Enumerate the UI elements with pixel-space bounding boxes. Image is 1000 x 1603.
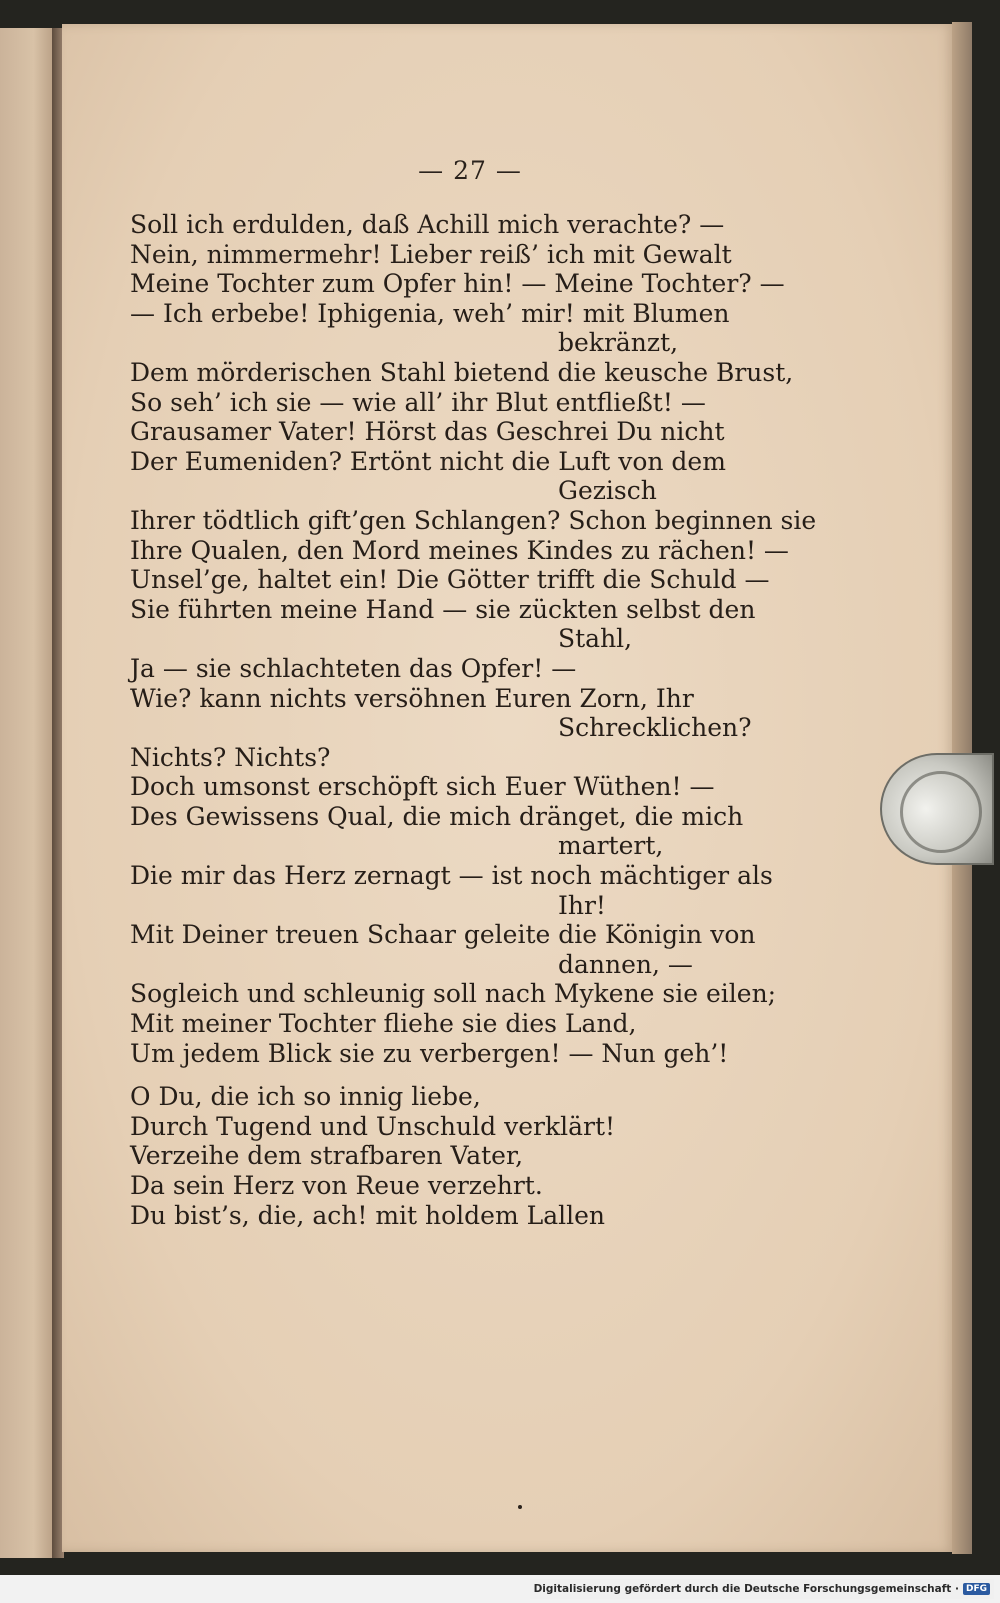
left-page-edge <box>0 28 56 1558</box>
stanza-gap <box>130 1068 790 1082</box>
footer-credit <box>530 1579 994 1599</box>
text-line: Sogleich und schleunig soll nach Mykene sie eilen; <box>130 979 777 1009</box>
text-line: Ihre Qualen, den Mord meines Kindes zu rächen! — <box>130 535 789 565</box>
page-number: — 27 — <box>418 156 522 185</box>
text-line: Da sein Herz von Reue verzehrt. <box>130 1171 543 1200</box>
text-line: Mit meiner Tochter fliehe sie dies Land, <box>130 1009 637 1039</box>
text-line: Um jedem Blick sie zu verbergen! — Nun geh’! <box>130 1038 729 1068</box>
text-line: Stahl, <box>558 624 633 654</box>
text-line: Schrecklichen? <box>558 713 752 743</box>
text-line: Des Gewissens Qual, die mich dränget, die mich <box>130 801 744 831</box>
text-line: So seh’ ich sie — wie all’ ihr Blut entfließt! — <box>130 387 706 417</box>
text-line: Wie? kann nichts versöhnen Euren Zorn, Ihr <box>130 683 694 713</box>
footer-credit-text: Digitalisierung gefördert durch die Deutsche Forschungsgemeinschaft · <box>533 1583 959 1595</box>
text-line: Ihr! <box>558 890 606 920</box>
text-line: Der Eumeniden? Ertönt nicht die Luft von dem <box>130 446 726 476</box>
text-line: Soll ich erdulden, daß Achill mich verachte? — <box>130 210 725 239</box>
stanza-1 <box>130 210 817 1068</box>
text-line: Verzeihe dem strafbaren Vater, <box>130 1141 524 1171</box>
stanza-2 <box>130 1082 790 1230</box>
text-line: O Du, die ich so innig liebe, <box>130 1082 481 1112</box>
page-clip <box>880 753 994 865</box>
text-line: Durch Tugend und Unschuld verklärt! <box>130 1111 616 1141</box>
page-mark <box>518 1505 522 1509</box>
text-line: Die mir das Herz zernagt — ist noch mächtiger als <box>130 861 773 891</box>
text-line: Mit Deiner treuen Schaar geleite die Königin von <box>130 920 756 950</box>
text-line: Gezisch <box>558 476 657 506</box>
text-line: dannen, — <box>558 949 693 979</box>
text-line: Ja — sie schlachteten das Opfer! — <box>130 653 577 683</box>
text-line: Nichts? Nichts? <box>130 742 331 772</box>
text-line: Meine Tochter zum Opfer hin! — Meine Tochter? — <box>130 269 785 299</box>
dfg-logo: DFG <box>963 1583 990 1595</box>
text-line: Unsel’ge, haltet ein! Die Götter trifft die Schuld — <box>130 565 770 595</box>
text-line: — Ich erbebe! Iphigenia, weh’ mir! mit Blumen <box>130 298 730 328</box>
text-line: martert, <box>558 831 664 861</box>
text-line: Du bist’s, die, ach! mit holdem Lallen <box>130 1200 606 1230</box>
text-line: Doch umsonst erschöpft sich Euer Wüthen! — <box>130 772 715 802</box>
text-line: bekränzt, <box>558 328 679 358</box>
text-line: Nein, nimmermehr! Lieber reiß’ ich mit Gewalt <box>130 239 732 269</box>
poem-text <box>130 210 817 1230</box>
text-line: Dem mörderischen Stahl bietend die keusche Brust, <box>130 357 794 387</box>
text-line: Sie führten meine Hand — sie zückten selbst den <box>130 594 756 624</box>
text-line: Ihrer tödtlich gift’gen Schlangen? Schon beginnen sie <box>130 505 817 535</box>
text-line: Grausamer Vater! Hörst das Geschrei Du nicht <box>130 417 725 447</box>
